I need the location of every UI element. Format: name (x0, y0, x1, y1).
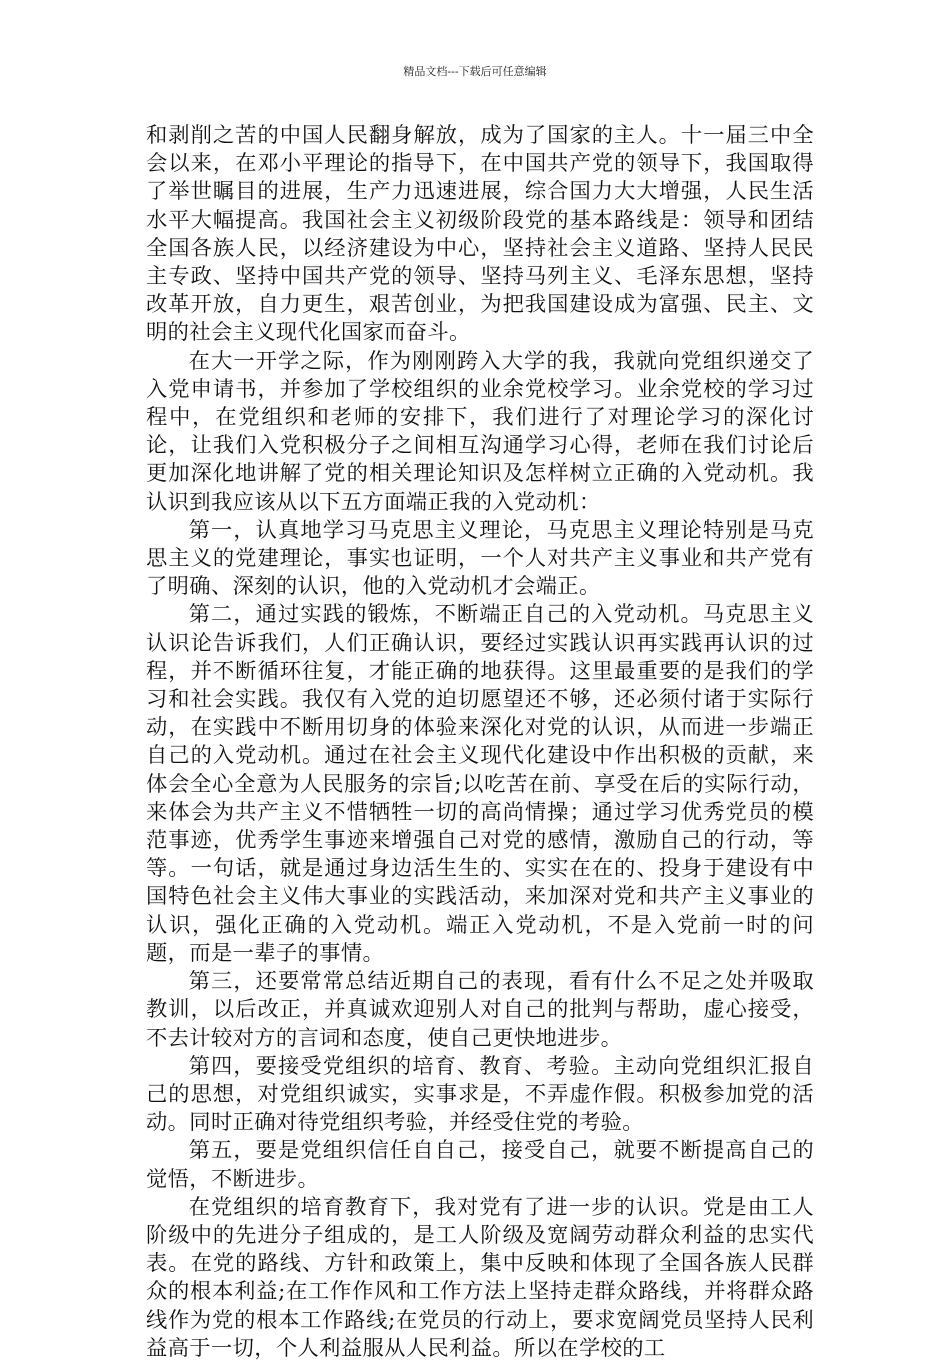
paragraph-1: 和剥削之苦的中国人民翻身解放，成为了国家的主人。十一届三中全会以来，在邓小平理论的指导下，在中国共产党的领导下，我国取得了举世瞩目的进展，生产力迅速进展，综合国力大大增强，人民生活水平大幅提高。我国社会主义初级阶段党的基本路线是：领导和团结全国各族人民，以经济建设为中心，坚持社会主义道路、坚持人民民主专政、坚持中国共产党的领导、坚持马列主义、毛泽东思想，坚持改革开放，自力更生，艰苦创业，为把我国建设成为富强、民主、文明的社会主义现代化国家而奋斗。 (146, 123, 814, 346)
document-body (146, 122, 814, 1363)
paragraph-2: 在大一开学之际，作为刚刚跨入大学的我，我就向党组织递交了入党申请书，并参加了学校组织的业余党校学习。业余党校的学习过程中，在党组织和老师的安排下，我们进行了对理论学习的深化讨论，让我们入党积极分子之间相互沟通学习心得，老师在我们讨论后更加深化地讲解了党的相关理论知识及怎样树立正确的入党动机。我认识到我应该从以下五方面端正我的入党动机： (146, 348, 814, 515)
paragraph-7: 第五，要是党组织信任自自己，接受自己，就要不断提高自己的觉悟，不断进步。 (146, 1138, 814, 1192)
page-header: 精品文档---下载后可任意编辑 (403, 65, 547, 78)
paragraph-3: 第一，认真地学习马克思主义理论，马克思主义理论特别是马克思主义的党建理论，事实也证明，一个人对共产主义事业和共产党有了明确、深刻的认识，他的入党动机才会端正。 (146, 517, 814, 600)
paragraph-4: 第二，通过实践的锻炼，不断端正自己的入党动机。马克思主义认识论告诉我们，人们正确认识，要经过实践认识再实践再认识的过程，并不断循环往复，才能正确的地获得。这里最重要的是我们的学习和社会实践。我仅有入党的迫切愿望还不够，还必须付诸于实际行动，在实践中不断用切身的体验来深化对党的认识，从而进一步端正自己的入党动机。通过在社会主义现代化建设中作出积极的贡献，来体会全心全意为人民服务的宗旨;以吃苦在前、享受在后的实际行动，来体会为共产主义不惜牺牲一切的高尚情操；通过学习优秀党员的模范事迹，优秀学生事迹来增强自己对党的感情，激励自己的行动，等等。一句话，就是通过身边活生生的、实实在在的、投身于建设有中国特色社会主义伟大事业的实践活动，来加深对党和共产主义事业的认识，强化正确的入党动机。端正入党动机，不是入党前一时的问题，而是一辈子的事情。 (146, 602, 814, 966)
paragraph-8: 在党组织的培育教育下，我对党有了进一步的认识。党是由工人阶级中的先进分子组成的，是工人阶级及宽阔劳动群众利益的忠实代表。在党的路线、方针和政策上，集中反映和体现了全国各族人民群众的根本利益;在工作作风和工作方法上坚持走群众路线，并将群众路线作为党的根本工作路线;在党员的行动上，要求宽阔党员坚持人民利益高于一切，个人利益服从人民利益。所以在学校的工 (146, 1194, 814, 1361)
paragraph-6: 第四，要接受党组织的培育、教育、考验。主动向党组织汇报自己的思想，对党组织诚实，实事求是，不弄虚作假。积极参加党的活动。同时正确对待党组织考验，并经受住党的考验。 (146, 1053, 814, 1136)
paragraph-5: 第三，还要常常总结近期自己的表现，看有什么不足之处并吸取教训，以后改正，并真诚欢迎别人对自己的批判与帮助，虚心接受，不去计较对方的言词和态度，使自己更快地进步。 (146, 969, 814, 1051)
